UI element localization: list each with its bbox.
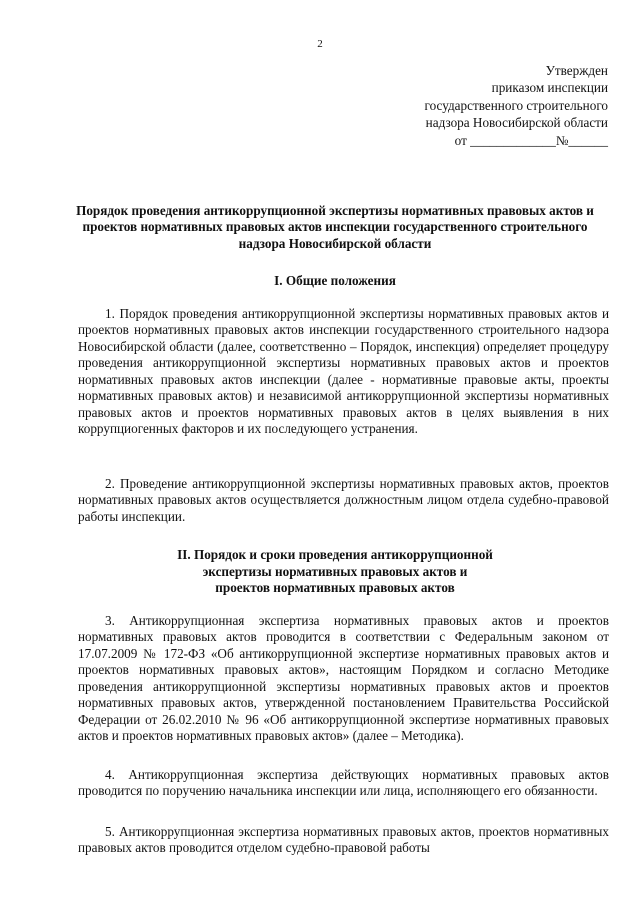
- document-title: Порядок проведения антикоррупционной экспертизы нормативных правовых актов и проектов нормативных правовых актов инспекции государственного строительного надзора Новосибирской области: [76, 203, 594, 251]
- section-heading-1: I. Общие положения: [274, 273, 396, 288]
- section-heading-2: [70, 547, 600, 597]
- section-heading-2-line: экспертизы нормативных правовых актов и: [202, 563, 468, 579]
- paragraph-5: 5. Антикоррупционная экспертиза нормативных правовых актов, проектов нормативных правовых актов проводится отделом судебно-правовой работы: [78, 824, 609, 856]
- section-heading-2-line: проектов нормативных правовых актов: [215, 580, 455, 596]
- approval-line: Утвержден: [545, 63, 608, 78]
- approval-line: надзора Новосибирской области: [425, 115, 608, 131]
- paragraph-4: 4. Антикоррупционная экспертиза действующих нормативных правовых актов проводится по поручению начальника инспекции или лица, исполняющего его обязанности.: [78, 767, 609, 799]
- page-number: 2: [317, 38, 323, 50]
- approval-line: приказом инспекции: [491, 80, 608, 96]
- approval-date-number-line: от _____________№______: [454, 132, 608, 148]
- paragraph-1: 1. Порядок проведения антикоррупционной экспертизы нормативных правовых актов и проектов нормативных правовых актов инспекции государственного строительного надзора Новосибирской области (далее, соответственно – Порядок, инспекция) определяет процедуру проведения антикоррупционной экспертизы нормативных правовых актов и проектов нормативных правовых актов инспекции (далее - нормативные правовые акты, проекты нормативных правовых актов) и независимой антикоррупционной экспертизы нормативных правовых актов и проектов нормативных правовых актов в целях выявления в них коррупциогенных факторов и их последующего устранения.: [78, 306, 609, 437]
- approval-line: государственного строительного: [424, 97, 608, 113]
- paragraph-2: 2. Проведение антикоррупционной экспертизы нормативных правовых актов, проектов нормативных правовых актов осуществляется должностным лицом отдела судебно-правовой работы инспекции.: [78, 476, 609, 524]
- paragraph-3: 3. Антикоррупционная экспертиза нормативных правовых актов и проектов нормативных правовых актов проводится в соответствии с Федеральным законом от 17.07.2009 № 172-ФЗ «Об антикоррупционной экспертизе нормативных правовых актов и проектов нормативных правовых актов», настоящим Порядком и согласно Методике проведения антикоррупционной экспертизы нормативных правовых актов и проектов нормативных правовых актов, утвержденной постановлением Правительства Российской Федерации от 26.02.2010 № 96 «Об антикоррупционной экспертизе нормативных правовых актов и проектов нормативных правовых актов» (далее – Методика).: [78, 613, 609, 744]
- section-heading-2-line: II. Порядок и сроки проведения антикоррупционной: [177, 547, 493, 562]
- approval-block: [425, 62, 608, 149]
